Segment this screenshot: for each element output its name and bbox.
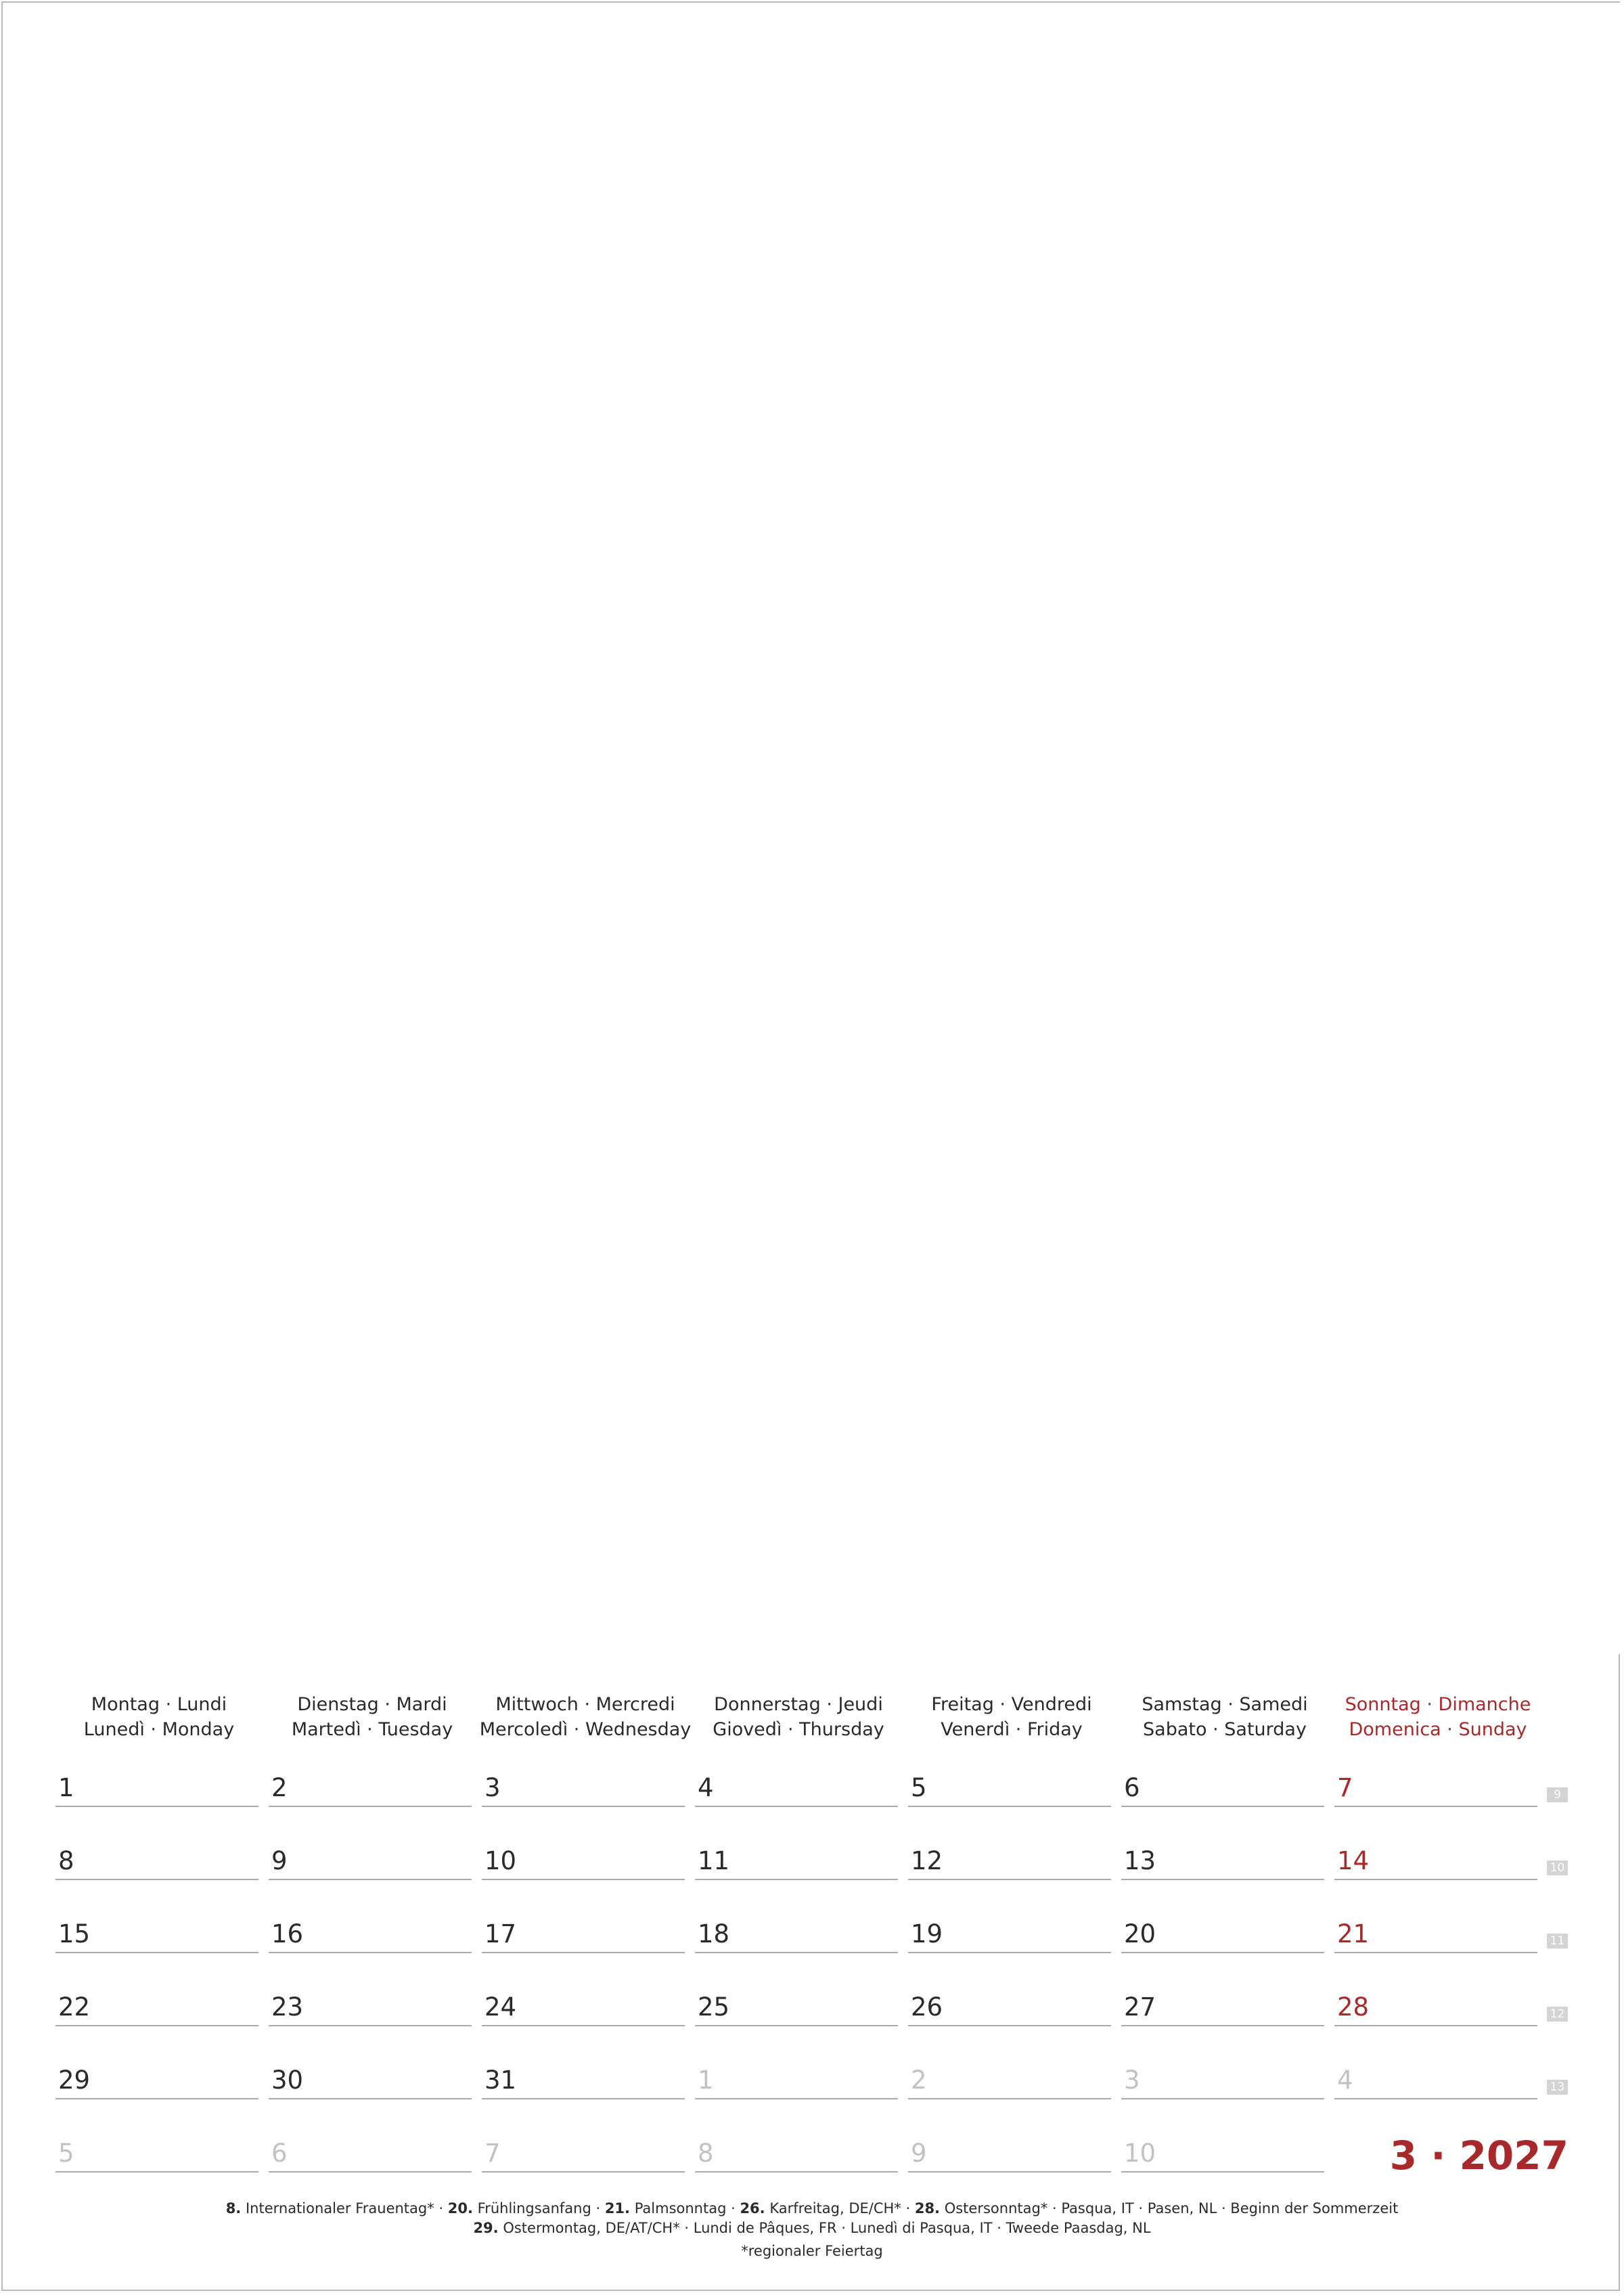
- day-cell-next-month: [1121, 2131, 1324, 2173]
- day-cell: [1121, 1765, 1324, 1807]
- day-number: 20: [1124, 1919, 1156, 1948]
- holiday-date: 29.: [473, 2220, 499, 2236]
- day-number: 12: [911, 1846, 943, 1875]
- day-cell: [55, 1911, 258, 1953]
- week-number-badge: 13: [1547, 2080, 1568, 2095]
- day-cell: [695, 1838, 898, 1880]
- day-cell: [269, 1838, 472, 1880]
- weekday-line2: Lunedì · Monday: [83, 1719, 235, 1740]
- day-number: 6: [271, 2139, 288, 2168]
- weekday-line2: Mercoledì · Wednesday: [479, 1719, 692, 1740]
- day-number: 9: [271, 1846, 288, 1875]
- day-cell: [695, 1911, 898, 1953]
- day-cell: [1121, 1838, 1324, 1880]
- day-cell: [908, 1765, 1111, 1807]
- day-number: 26: [911, 1992, 943, 2022]
- day-cell: [269, 1984, 472, 2026]
- day-number: 21: [1337, 1919, 1370, 1948]
- day-number: 27: [1124, 1992, 1156, 2022]
- day-number: 4: [698, 1773, 714, 1802]
- day-cell: [55, 2057, 258, 2099]
- day-cell-next-month: [908, 2131, 1111, 2173]
- day-number: 4: [1337, 2066, 1353, 2095]
- day-number: 17: [484, 1919, 517, 1948]
- day-cell: [269, 1911, 472, 1953]
- holiday-date: 20.: [447, 2200, 473, 2216]
- day-number: 19: [911, 1919, 943, 1948]
- day-cell-sunday: [1334, 1911, 1537, 1953]
- day-number: 18: [698, 1919, 730, 1948]
- day-cell-next-month: [908, 2057, 1111, 2099]
- day-number: 1: [58, 1773, 74, 1802]
- day-cell-next-month: [695, 2131, 898, 2173]
- weekday-header-wednesday: [477, 1692, 694, 1742]
- day-cell-next-month: [55, 2131, 258, 2173]
- day-number: 8: [58, 1846, 74, 1875]
- weekday-header-tuesday: [264, 1692, 480, 1742]
- holiday-text: Ostermontag, DE/AT/CH* · Lundi de Pâques, FR · Lunedì di Pasqua, IT · Tweede Paasdag, NL: [498, 2220, 1151, 2236]
- day-number: 22: [58, 1992, 91, 2022]
- day-cell: [908, 1984, 1111, 2026]
- day-number: 9: [911, 2139, 927, 2168]
- day-number: 6: [1124, 1773, 1140, 1802]
- month-year-label: 3 · 2027: [1389, 2133, 1569, 2179]
- day-number: 2: [911, 2066, 927, 2095]
- day-cell: [482, 2057, 685, 2099]
- week-number-badge: 12: [1547, 2007, 1568, 2022]
- holiday-date: 8.: [225, 2200, 242, 2216]
- day-cell-sunday: [1334, 1765, 1537, 1807]
- holiday-line-2: [0, 2219, 1624, 2237]
- day-number: 1: [698, 2066, 714, 2095]
- day-cell-sunday: [1334, 1984, 1537, 2026]
- day-cell: [695, 1765, 898, 1807]
- day-number: 31: [484, 2066, 517, 2095]
- weekday-line2: Giovedì · Thursday: [713, 1719, 884, 1740]
- day-cell: [269, 1765, 472, 1807]
- holiday-line-1: [0, 2199, 1624, 2218]
- weekday-line2: Domenica · Sunday: [1349, 1719, 1527, 1740]
- weekday-line1: Montag · Lundi: [91, 1694, 227, 1715]
- day-number: 13: [1124, 1846, 1156, 1875]
- weekday-line1: Mittwoch · Mercredi: [495, 1694, 675, 1715]
- day-cell-next-month: [269, 2131, 472, 2173]
- holiday-date: 28.: [914, 2200, 941, 2216]
- day-number: 25: [698, 1992, 730, 2022]
- day-cell-next-month: [1121, 2057, 1324, 2099]
- day-cell: [55, 1984, 258, 2026]
- holiday-text: Karfreitag, DE/CH* ·: [765, 2200, 915, 2216]
- day-number: 10: [1124, 2139, 1156, 2168]
- day-cell: [908, 1838, 1111, 1880]
- day-number: 23: [271, 1992, 304, 2022]
- day-number: 30: [271, 2066, 304, 2095]
- holiday-text: Palmsonntag ·: [630, 2200, 740, 2216]
- holiday-text: Frühlingsanfang ·: [472, 2200, 605, 2216]
- day-number: 14: [1337, 1846, 1370, 1875]
- weekday-line1: Samstag · Samedi: [1142, 1694, 1308, 1715]
- day-number: 5: [58, 2139, 74, 2168]
- holiday-date: 21.: [604, 2200, 631, 2216]
- day-cell: [1121, 1984, 1324, 2026]
- weekday-line1: Donnerstag · Jeudi: [714, 1694, 883, 1715]
- day-number: 7: [1337, 1773, 1353, 1802]
- day-number: 10: [484, 1846, 517, 1875]
- photo-area: [3, 3, 1621, 1654]
- day-number: 24: [484, 1992, 517, 2022]
- weekday-line2: Venerdì · Friday: [941, 1719, 1083, 1740]
- weekday-header-friday: [903, 1692, 1120, 1742]
- day-number: 5: [911, 1773, 927, 1802]
- holiday-text: Internationaler Frauentag* ·: [241, 2200, 448, 2216]
- day-number: 16: [271, 1919, 304, 1948]
- weekday-line2: Martedì · Tuesday: [291, 1719, 453, 1740]
- weekday-line1: Dienstag · Mardi: [297, 1694, 447, 1715]
- day-number: 15: [58, 1919, 91, 1948]
- day-cell: [482, 1838, 685, 1880]
- day-number: 3: [1124, 2066, 1140, 2095]
- day-number: 7: [484, 2139, 501, 2168]
- weekday-header-sunday: [1330, 1692, 1546, 1742]
- day-cell-next-month: [695, 2057, 898, 2099]
- weekday-line1: Freitag · Vendredi: [931, 1694, 1092, 1715]
- day-cell: [908, 1911, 1111, 1953]
- holiday-footnote: *regionaler Feiertag: [741, 2243, 883, 2259]
- day-cell: [1121, 1911, 1324, 1953]
- day-cell: [695, 1984, 898, 2026]
- day-cell-next-month: [1334, 2057, 1537, 2099]
- day-cell: [482, 1911, 685, 1953]
- weekday-line2: Sabato · Saturday: [1143, 1719, 1307, 1740]
- weekday-header-monday: [51, 1692, 267, 1742]
- day-cell-next-month: [482, 2131, 685, 2173]
- day-cell: [55, 1765, 258, 1807]
- weekday-line1: Sonntag · Dimanche: [1345, 1694, 1531, 1715]
- day-cell: [269, 2057, 472, 2099]
- day-number: 28: [1337, 1992, 1370, 2022]
- day-cell: [482, 1984, 685, 2026]
- week-number-badge: 10: [1547, 1860, 1568, 1875]
- weekday-header-saturday: [1116, 1692, 1333, 1742]
- day-cell: [482, 1765, 685, 1807]
- day-cell-sunday: [1334, 1838, 1537, 1880]
- day-number: 2: [271, 1773, 288, 1802]
- day-number: 8: [698, 2139, 714, 2168]
- day-number: 3: [484, 1773, 501, 1802]
- week-number-badge: 9: [1547, 1787, 1568, 1802]
- holiday-text: Ostersonntag* · Pasqua, IT · Pasen, NL · Beginn der Sommerzeit: [940, 2200, 1399, 2216]
- day-number: 11: [698, 1846, 730, 1875]
- holiday-date: 26.: [740, 2200, 765, 2216]
- day-number: 29: [58, 2066, 91, 2095]
- week-number-badge: 11: [1547, 1934, 1568, 1948]
- weekday-header-thursday: [690, 1692, 907, 1742]
- day-cell: [55, 1838, 258, 1880]
